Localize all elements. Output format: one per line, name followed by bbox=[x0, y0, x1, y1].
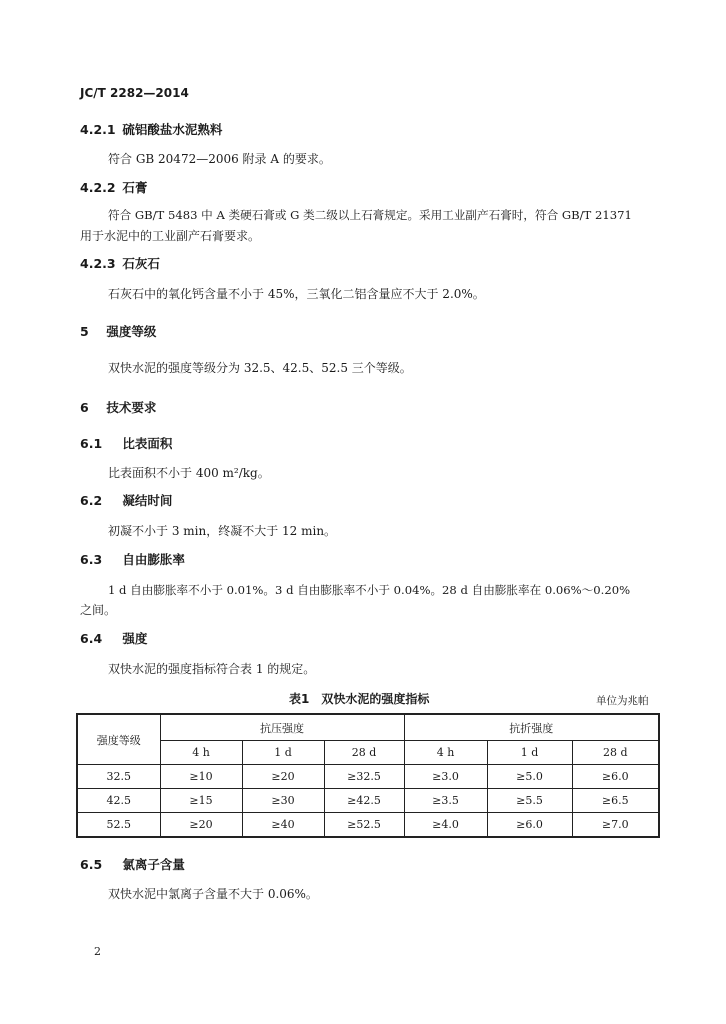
sub-header: 1 d bbox=[487, 741, 572, 765]
section-4-2-1-body: 符合 GB 20472—2006 附录 A 的要求。 bbox=[108, 152, 331, 166]
section-number: 5 bbox=[80, 324, 89, 339]
section-title: 氯离子含量 bbox=[122, 857, 185, 872]
table-cell: ≥20 bbox=[242, 765, 324, 789]
section-6-2-heading bbox=[80, 491, 172, 509]
section-6-3-heading bbox=[80, 550, 185, 568]
section-6-3-body-line2: 之间。 bbox=[80, 603, 117, 617]
table-row bbox=[77, 789, 659, 813]
section-title: 强度 bbox=[122, 631, 148, 646]
table-cell: ≥3.0 bbox=[404, 765, 487, 789]
page-number: 2 bbox=[94, 945, 101, 958]
section-6-5-heading bbox=[80, 855, 185, 873]
section-title: 凝结时间 bbox=[122, 493, 173, 508]
table-cell: ≥6.0 bbox=[572, 765, 659, 789]
section-number: 6.3 bbox=[80, 552, 103, 567]
sub-header: 4 h bbox=[404, 741, 487, 765]
table-cell: ≥6.0 bbox=[487, 813, 572, 838]
section-title: 石灰石 bbox=[122, 256, 160, 271]
table-cell: ≥20 bbox=[160, 813, 242, 838]
table-caption: 表1 双快水泥的强度指标 bbox=[289, 692, 430, 706]
table-cell: ≥5.0 bbox=[487, 765, 572, 789]
section-4-2-2-body-line1: 符合 GB/T 5483 中 A 类硬石膏或 G 类二级以上石膏规定。采用工业副产石膏时，符合 GB/T 21371 bbox=[108, 208, 632, 222]
sub-header: 4 h bbox=[160, 741, 242, 765]
section-6-5-body: 双快水泥中氯离子含量不大于 0.06%。 bbox=[108, 887, 318, 901]
section-5-body: 双快水泥的强度等级分为 32.5、42.5、52.5 三个等级。 bbox=[108, 361, 412, 375]
section-6-1-heading bbox=[80, 434, 172, 452]
section-title: 技术要求 bbox=[106, 400, 157, 415]
section-4-2-3-heading bbox=[80, 254, 160, 272]
section-number: 6.4 bbox=[80, 631, 103, 646]
section-6-4-body: 双快水泥的强度指标符合表 1 的规定。 bbox=[108, 662, 316, 676]
section-6-heading bbox=[80, 398, 156, 416]
table-cell: ≥6.5 bbox=[572, 789, 659, 813]
sub-header: 1 d bbox=[242, 741, 324, 765]
table-cell: ≥4.0 bbox=[404, 813, 487, 838]
section-4-2-2-heading bbox=[80, 178, 147, 196]
strength-table bbox=[76, 713, 660, 838]
section-title: 自由膨胀率 bbox=[122, 552, 185, 567]
section-6-2-body: 初凝不小于 3 min，终凝不大于 12 min。 bbox=[108, 524, 337, 538]
table-cell: ≥5.5 bbox=[487, 789, 572, 813]
table-cell: ≥40 bbox=[242, 813, 324, 838]
compressive-strength-header: 抗压强度 bbox=[160, 714, 404, 741]
section-6-4-heading bbox=[80, 629, 147, 647]
grade-header: 强度等级 bbox=[77, 714, 160, 765]
table-cell: ≥32.5 bbox=[324, 765, 404, 789]
table-cell: ≥15 bbox=[160, 789, 242, 813]
section-number: 4.2.3 bbox=[80, 256, 116, 271]
section-4-2-1-heading bbox=[80, 120, 222, 138]
grade-cell: 32.5 bbox=[77, 765, 160, 789]
grade-cell: 52.5 bbox=[77, 813, 160, 838]
flexural-strength-header: 抗折强度 bbox=[404, 714, 659, 741]
table-unit: 单位为兆帕 bbox=[596, 695, 649, 707]
table-row bbox=[77, 765, 659, 789]
table-cell: ≥30 bbox=[242, 789, 324, 813]
section-title: 强度等级 bbox=[106, 324, 157, 339]
section-title: 石膏 bbox=[122, 180, 148, 195]
table-header-row bbox=[77, 714, 659, 741]
section-6-1-body: 比表面积不小于 400 m²/kg。 bbox=[108, 466, 270, 480]
table-row bbox=[77, 813, 659, 838]
section-number: 6 bbox=[80, 400, 89, 415]
table-cell: ≥3.5 bbox=[404, 789, 487, 813]
sub-header: 28 d bbox=[572, 741, 659, 765]
section-title: 比表面积 bbox=[122, 436, 173, 451]
section-number: 4.2.2 bbox=[80, 180, 116, 195]
section-6-3-body-line1: 1 d 自由膨胀率不小于 0.01%。3 d 自由膨胀率不小于 0.04%。28 d 自由膨胀率在 0.06%～0.20% bbox=[108, 583, 631, 597]
table-cell: ≥10 bbox=[160, 765, 242, 789]
section-number: 6.1 bbox=[80, 436, 103, 451]
table-cell: ≥7.0 bbox=[572, 813, 659, 838]
section-number: 4.2.1 bbox=[80, 122, 116, 137]
table-subheader-row bbox=[77, 741, 659, 765]
section-title: 硫铝酸盐水泥熟料 bbox=[122, 122, 223, 137]
section-number: 6.2 bbox=[80, 493, 103, 508]
table-cell: ≥42.5 bbox=[324, 789, 404, 813]
table-cell: ≥52.5 bbox=[324, 813, 404, 838]
standard-code: JC/T 2282—2014 bbox=[80, 86, 189, 100]
section-4-2-2-body-line2: 用于水泥中的工业副产石膏要求。 bbox=[80, 229, 261, 243]
grade-cell: 42.5 bbox=[77, 789, 160, 813]
section-4-2-3-body: 石灰石中的氧化钙含量不小于 45%，三氧化二铝含量应不大于 2.0%。 bbox=[108, 287, 485, 301]
section-number: 6.5 bbox=[80, 857, 103, 872]
sub-header: 28 d bbox=[324, 741, 404, 765]
section-5-heading bbox=[80, 322, 156, 340]
